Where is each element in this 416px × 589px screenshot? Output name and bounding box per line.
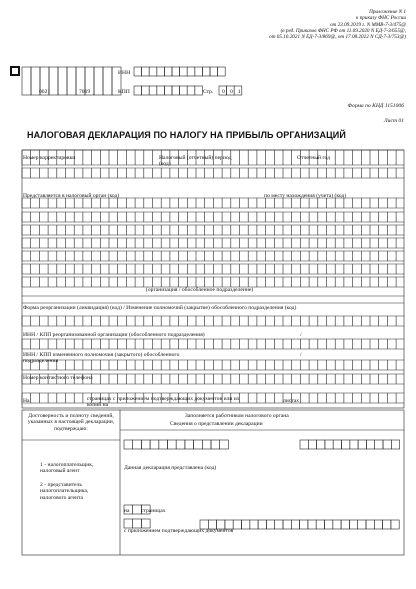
inn-reorg-label: ИНН / КПП реорганизованной организации (обособленного подразделения) (23, 332, 205, 338)
org-caption: (организация / обособленное подразделение) (146, 287, 254, 293)
page-digit-1: 0 (222, 89, 225, 95)
pages-with-docs-label: страницах с приложением подтверждающих документов или их копий на (87, 396, 240, 409)
header-line-1: Приложение N 1 (369, 9, 406, 15)
location-label: по месту нахождения (учета) (код) (264, 193, 347, 199)
on-pages-label: на (124, 508, 130, 514)
header-line-4: (в ред. Приказов ФНС РФ от 11.09.2020 N ЕД-7-3/655@, (280, 27, 406, 34)
presented-label: Данная декларация представлена (код) (124, 465, 217, 471)
pages-label: страницах (141, 508, 166, 514)
sheet-number: Лист 01 (383, 118, 404, 124)
inn-changed-label: ИНН / КПП измененного полномочия (закрытого) обособленного подразделения (23, 352, 180, 365)
knd-form: Форма по КНД 1151006 (347, 103, 404, 109)
year-label: Отчетный год (297, 155, 331, 161)
kpp-label: КПП (118, 89, 130, 95)
period-label: Налоговый (отчетный) период (код) (159, 155, 232, 168)
option-1: 1 - налогоплательщик, налоговый агент (40, 462, 94, 475)
with-docs-label: с приложением подтверждающих документов (124, 528, 234, 534)
confirm-title: Достоверность и полноту сведений, указанных в настоящей декларации, подтверждаю: (27, 413, 115, 432)
inn-label: ИНН (118, 70, 131, 76)
on-label: На (23, 398, 30, 404)
organ-label: Представляется в налоговый орган (код) (23, 193, 120, 199)
option-2: 2 - представитель налогоплательщика, налогового агента (40, 482, 89, 501)
sheets-label: листах (283, 398, 300, 404)
phone-label: Номер контактного телефона (23, 375, 93, 381)
page-title: НАЛОГОВАЯ ДЕКЛАРАЦИЯ ПО НАЛОГУ НА ПРИБЫЛЬ ОРГАНИЗАЦИЙ (27, 130, 346, 140)
slash-2: / (300, 352, 302, 358)
slash-1: / (300, 332, 302, 338)
reorg-form-label: Форма реорганизации (ликвидация) (код) / Изменение полномочий (закрытие) обособленного подразделения (код) (23, 305, 297, 311)
correction-label: Номер корректировки (23, 155, 76, 161)
page-label: Стр. (203, 89, 214, 95)
header-line-3: от 23.09.2019 г. N ММВ-7-3/475@ (329, 21, 406, 28)
header-line-5: от 05.10.2021 N ЕД-7-3/869@, от 17.08.2022 N СД-7-3/753@) (269, 34, 406, 41)
barcode-digits-1: 0021 (39, 89, 51, 95)
page-digit-2: 0 (230, 89, 233, 95)
page-digit-3: 1 (238, 89, 241, 95)
inspector-subtitle: Сведения о представлении декларации (170, 421, 263, 427)
header-line-2: к приказу ФНС России (355, 15, 406, 22)
inspector-title: Заполняется работником налогового органа (185, 413, 289, 419)
barcode-digits-2: 7019 (79, 89, 91, 95)
